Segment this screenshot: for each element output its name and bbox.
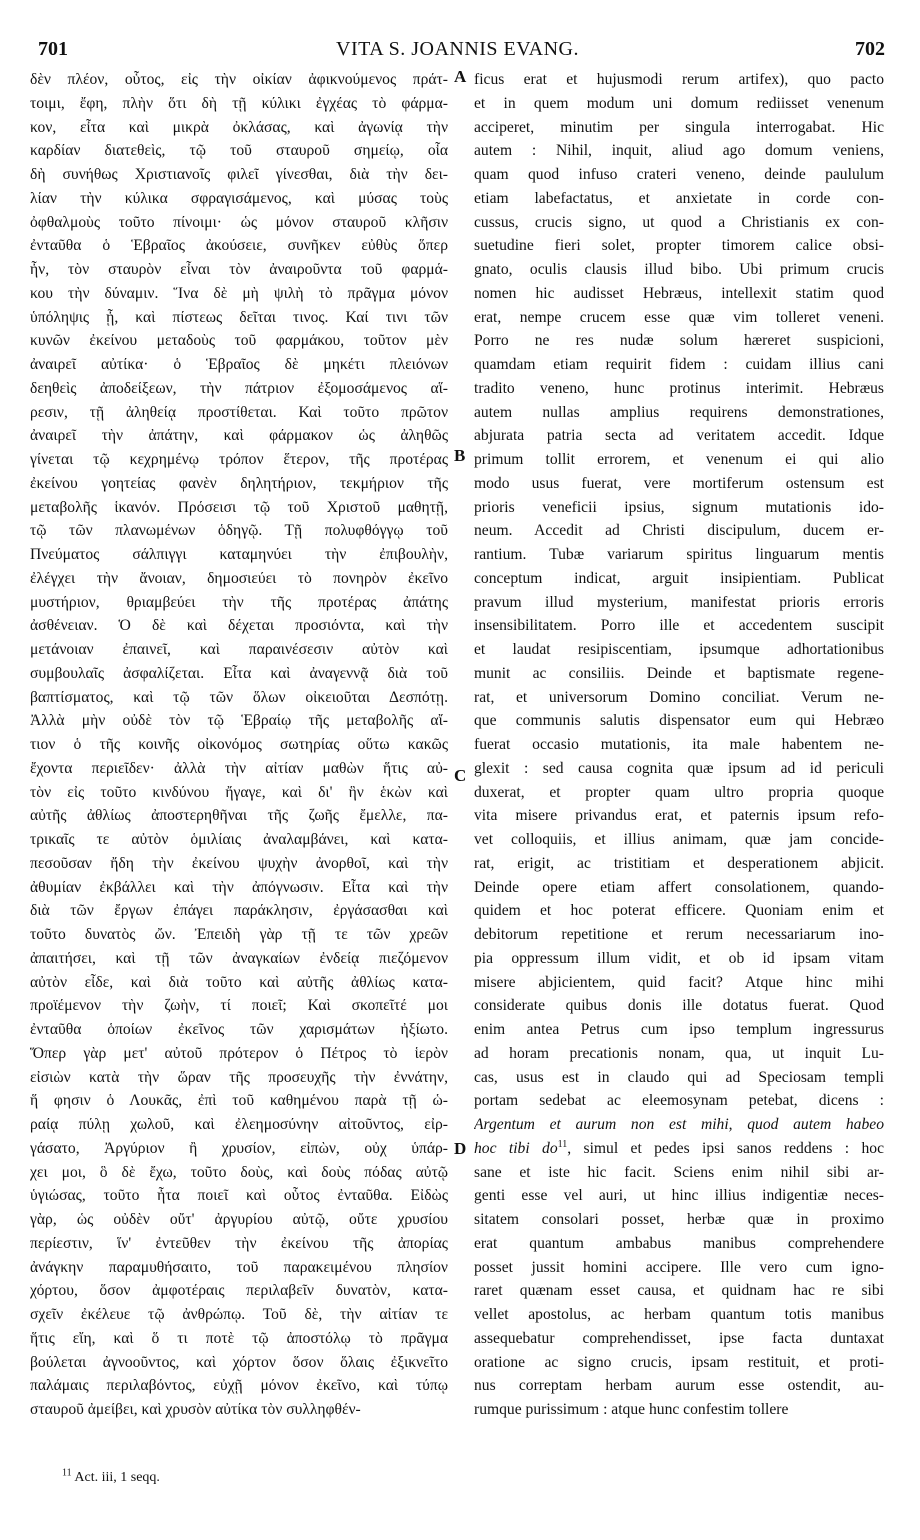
- greek-line: τὸν εἰς τοῦτο κινδύνου ἤγαγε, καὶ δι' ἣν ἑκὼν καὶ: [30, 783, 448, 801]
- latin-line: tradito veneno, hunc protinus interimit. Hebræus: [474, 379, 884, 397]
- greek-line: τρικαῖς τε αὐτὸν ὁμιλίαις ἀναλαμβάνει, καὶ κατα-: [30, 831, 448, 848]
- latin-line: modo usus fuerat, vere mortiferum ostensum est: [474, 474, 884, 492]
- greek-line: πεσοῦσαν ἤδη τὴν ἐκείνου ψυχὴν ἀνορθοῖ, καὶ τὴν: [30, 854, 448, 872]
- latin-line: gnato, oculis clausis illud bibo. Ubi primum crucis: [474, 261, 884, 278]
- greek-line: Ὅπερ γὰρ μετ' αὐτοῦ πρότερον ὁ Πέτρος τὸ ἱερὸν: [30, 1044, 448, 1062]
- latin-line: raret quænam esset causa, et quidnam hac re sibi: [474, 1282, 884, 1300]
- latin-line: vita misere privandus erat, et paternis ipsum refo-: [474, 807, 884, 825]
- greek-line: ὑγιώσας, τοῦτο ἦτα ποιεῖ καὶ οὗτος ἐνταῦθα. Εἰδὼς: [30, 1187, 448, 1205]
- greek-line: τιον ὁ τῆς κοινῆς οἰκονόμος σωτηρίας οὕτω κακῶς: [30, 736, 448, 753]
- latin-line: glexit : sed causa cognita quæ ipsum ad id periculi: [474, 759, 884, 777]
- latin-line: oratione ac signo crucis, ipsam restituit, et proti-: [474, 1353, 884, 1371]
- page-number-right: 702: [855, 38, 885, 60]
- latin-line: autem : Nihil, inquit, aliud ago domum veniens,: [474, 142, 884, 160]
- greek-line: ἀναιρεῖ τὴν ἀπάτην, καὶ φάρμακον ὡς ἀληθῶς: [30, 427, 448, 445]
- latin-line: ad horam precationis nonam, qua, ut inquit Lu-: [474, 1044, 884, 1062]
- latin-line: insensibilitatem. Porro ille et accedentem suscipit: [474, 617, 884, 635]
- greek-line: βούλεται ἀγνοοῦντος, καὶ χόρτον ὅσον ὅλαις ἐξικνεῖτο: [30, 1353, 448, 1371]
- latin-line: portam sedebat ac eleemosynam petebat, dicens :: [474, 1092, 884, 1110]
- greek-line: ὀφθαλμοὺς τοῦτο πίνοιμι· ὡς μόνον σταυροῦ κλῆσιν: [30, 213, 448, 231]
- greek-line: μεταβολῆς ἱκανόν. Πρόσεισι τῷ τοῦ Χριστοῦ μαθητῇ,: [30, 498, 448, 516]
- latin-line: rantium. Tubæ variarum spiritus linguarum mentis: [474, 546, 884, 563]
- latin-line: prioris veneficii ipsius, signum mutationis ido-: [474, 498, 884, 516]
- greek-line: ἐνταῦθα ὁποίων ἐκεῖνος τῶν χαρισμάτων ἠξίωτο.: [30, 1021, 448, 1038]
- latin-line: munit ac consiliis. Deinde et baptismate regene-: [474, 664, 884, 682]
- latin-line: ficus erat et hujusmodi rerum artifex), quo pacto: [474, 71, 884, 88]
- page-number-left: 701: [38, 38, 68, 60]
- latin-text-column: [474, 68, 884, 1422]
- latin-line: rat, et universorum Domino conciliat. Verum ne-: [474, 688, 884, 706]
- latin-line: fuerat occasio mutationis, ita male habentem ne-: [474, 736, 884, 753]
- latin-line: autem nullas amplius requirens demonstrationes,: [474, 403, 884, 421]
- latin-line: sitatem consolari posset, herbæ quæ in proximo: [474, 1211, 884, 1228]
- latin-line: considerate quibus donis ille dotatus fuerat. Quod: [474, 997, 884, 1015]
- greek-line: ἀναιρεῖ αὐτίκα· ὁ Ἑβραῖος δὲ μηκέτι πλειόνων: [30, 356, 448, 373]
- section-marker-c: C: [454, 766, 467, 785]
- greek-line: σχεῖν ἐκέλευε τῷ ἀνθρώπῳ. Τοῦ δὲ, τὴν αἰτίαν τε: [30, 1306, 448, 1323]
- greek-line: γίνεται τῷ κεχρημένῳ τρόπον ἕτερον, τῆς προτέρας: [30, 451, 448, 468]
- section-marker-d: D: [454, 1139, 467, 1158]
- greek-line: ὑπόληψις ᾖ, καὶ πίστεως δεῖται τινος. Καί τινι τῶν: [30, 308, 448, 326]
- greek-line: ἐκείνου γοητείας φανὲν δηλητήριον, τεκμήριον τῆς: [30, 474, 448, 492]
- greek-line: ἦν, τὸν σταυρὸν εἶναι τὸν ἀναιροῦντα τοῦ φαρμά-: [30, 261, 448, 278]
- latin-line: vellet apostolus, ac herbam quantum totis manibus: [474, 1306, 884, 1323]
- latin-line: cas, usus est in claudo qui ad Speciosam templi: [474, 1068, 884, 1086]
- latin-line: Argentum et aurum non est mihi, quod autem habeo: [474, 1116, 884, 1133]
- greek-line: ἀσθένειαν. Ὁ δὲ καὶ δέχεται προσιόντα, καὶ τὴν: [30, 617, 448, 635]
- greek-line: γάσατο, Ἀργύριον ἢ χρυσίον, εἰπὼν, οὐχ ὑπάρ-: [30, 1139, 448, 1157]
- latin-line: assequebatur comprehendisset, ipse facta duntaxat: [474, 1329, 884, 1347]
- footnote: [62, 1467, 160, 1486]
- latin-line: quidem et hoc poterat efficere. Quoniam enim et: [474, 902, 884, 920]
- greek-line: δὲν πλέον, οὗτος, εἰς τὴν οἰκίαν ἀφικνούμενος πράτ-: [30, 71, 448, 88]
- greek-line: ρεσιν, τῇ ἀληθείᾳ προστίθεται. Καὶ τοῦτο πρῶτον: [30, 403, 448, 421]
- latin-line: que communis salutis dispensator eum qui Hebræo: [474, 712, 884, 730]
- latin-line: misere abjicientem, quid facit? Atque hinc mihi: [474, 973, 884, 991]
- section-marker-a: A: [454, 67, 467, 86]
- greek-line: μυστήριον, θριαμβεύει τὴν τῆς προτέρας ἀπάτης: [30, 593, 448, 611]
- latin-line: pia oppressum illum vidit, et ob id ipsam vitam: [474, 949, 884, 967]
- latin-line: quamdam etiam requirit fidem : cuidam illius cani: [474, 356, 884, 373]
- greek-line: Πνεύματος σάλπιγγι καταμηνύει τὴν ἐπιβουλὴν,: [30, 546, 448, 563]
- latin-line: genti esse vel auri, ut hinc illius indigentiæ neces-: [474, 1187, 884, 1205]
- greek-line: δεηθεὶς ἀποδείξεων, τὴν πάτριον ἐξομοσάμενος αἵ-: [30, 379, 448, 397]
- latin-line: erat, nempe crucem esse quæ vim tolleret veneni.: [474, 308, 884, 326]
- greek-line: βαπτίσματος, καὶ τῷ τῶν ὅλων οἰκειοῦται Δεσπότῃ.: [30, 688, 448, 706]
- greek-line: χόρτου, ὅσον ἀμφοτέραις περιλαβεῖν δυνατὸν, κατα-: [30, 1282, 448, 1300]
- greek-line: τῷ τῶν πλανωμένων ὁδηγῷ. Τῇ πολυφθόγγῳ τοῦ: [30, 522, 448, 540]
- greek-line: αὐτῆς ἀθλίως ἀποστερηθῆναι τῆς ζωῆς ἔμελλε, πα-: [30, 807, 448, 825]
- greek-line: ἀνάγκην παραμυθήσαιτο, τοῦ παρακειμένου πλησίον: [30, 1258, 448, 1276]
- latin-line: quam quod infuso crateri veneno, deinde paululum: [474, 166, 884, 183]
- greek-line: ἐνταῦθα ὁ Ἑβραῖος ἀκούσειε, συνῆκεν εὐθὺς ὅπερ: [30, 237, 448, 255]
- latin-line: nomen hic audisset Hebræus, intellexit statim quod: [474, 284, 884, 302]
- latin-line: suetudine fieri solet, propter timorem calice obsi-: [474, 237, 884, 255]
- latin-line: rat, erigit, ac tristitiam et desperationem abjicit.: [474, 854, 884, 872]
- footnote-number: 11: [62, 1467, 72, 1479]
- greek-text-column: [30, 68, 448, 1422]
- greek-line: δὴ συνήθως Χριστιανοῖς φιλεῖ γίνεσθαι, διὰ τὴν δει-: [30, 166, 448, 183]
- latin-line: neum. Accedit ad Christi discipulum, ducem er-: [474, 522, 884, 540]
- greek-line: ἥτις εἴη, καὶ ὅ τι ποτὲ τῷ ἀποστόλῳ τὸ πρᾶγμα: [30, 1329, 448, 1347]
- greek-line: ἥ φησιν ὁ Λουκᾶς, ἐπὶ τοῦ καθημένου παρὰ τῇ ὡ-: [30, 1092, 448, 1110]
- greek-line: αὐτὸν εἶδε, καὶ διὰ τοῦτο καὶ αὐτῆς ἀθλίως κατα-: [30, 973, 448, 991]
- footnote-reference: 11: [557, 1138, 568, 1150]
- latin-line: enim antea Petrus cum ipso templum ingressurus: [474, 1021, 884, 1038]
- greek-line: παλάμαις περιλαβόντος, εὐχῇ μόνον ἐκεῖνο, καὶ τύπῳ: [30, 1377, 448, 1395]
- latin-line-text: , simul et pedes ipsi sanos reddens : hoc: [567, 1139, 884, 1157]
- latin-line: cussus, crucis signo, ut quod a Christianis ex con-: [474, 213, 884, 231]
- greek-line: ἀπαιτήσει, καὶ τῇ τῶν ἀναγκαίων ἐνδείᾳ πιεζόμενον: [30, 949, 448, 967]
- latin-line: posset jussit homini accipere. Ille vero cum igno-: [474, 1258, 884, 1276]
- greek-line: προϊέμενον τὴν ζωὴν, τί ποιεῖ; Καὶ σκοπεῖτέ μοι: [30, 997, 448, 1015]
- latin-line: abjurata patria secta ad veritatem accedit. Idque: [474, 427, 884, 445]
- greek-line: λίαν τὴν κύλικα σφραγισάμενος, καὶ μύσας τοὺς: [30, 189, 448, 207]
- latin-line: [474, 1137, 884, 1161]
- running-header: [30, 38, 885, 68]
- greek-line: κον, εἶτα καὶ μικρὰ ὀκλάσας, καὶ ἀγωνίᾳ τὴν: [30, 118, 448, 136]
- footnote-text: Act. iii, 1 seqq.: [74, 1470, 160, 1485]
- greek-line: Ἀλλὰ μὴν οὐδὲ τὸν τῷ Ἑβραίῳ τῆς μεταβολῆς αἴ-: [30, 712, 448, 730]
- latin-line: rumque purissimum : atque hunc confestim tollere: [474, 1401, 789, 1418]
- latin-line: Deinde opere etiam affert consolationem, quando-: [474, 878, 884, 896]
- greek-line: ραίᾳ πύλῃ χωλοῦ, καὶ ἐλεημοσύνην αἰτοῦντος, εἰρ-: [30, 1116, 448, 1133]
- latin-line: et in quem modum uni domum rediisset venenum: [474, 94, 884, 112]
- greek-line: μετάνοιαν ἐπαινεῖ, καὶ παραινέσεσιν αὐτὸν καὶ: [30, 641, 448, 658]
- latin-line: sane et iste hic facit. Sciens enim nihil sibi ar-: [474, 1163, 884, 1181]
- greek-line: ἐλέγχει τὴν ἄνοιαν, δημοσιεύει τὸ πονηρὸν ἐκεῖνο: [30, 569, 448, 587]
- greek-line: τοιμι, ἔφη, πλὴν ὅτι δὴ τῇ κύλικι ἐγχέας τὸ φάρμα-: [30, 94, 448, 112]
- greek-line: ἔχοντα περιεῖδεν· ἀλλὰ τὴν αἰτίαν μαθὼν ἥτις αὐ-: [30, 759, 448, 777]
- greek-line: καρδίαν διατεθεὶς, τῷ τοῦ σταυροῦ σημείῳ, οἷα: [30, 142, 448, 160]
- latin-line: duxerat, et propter quam ultro propria quoque: [474, 783, 884, 801]
- greek-line: ἀθυμίαν ἐκβάλλει καὶ τὴν ἀπόγνωσιν. Εἶτα καὶ τὴν: [30, 878, 448, 896]
- latin-line: debitorum repetitione et rerum necessariarum ino-: [474, 926, 884, 943]
- running-title: VITA S. JOANNIS EVANG.: [336, 38, 579, 60]
- greek-line: σταυροῦ ἀμείβει, καὶ χρυσὸν αὐτίκα τὸν συλληφθέν-: [30, 1401, 361, 1418]
- greek-line: τοῦτο δυνατὸς ὤν. Ἐπειδὴ γὰρ τῇ τε τῶν χρεῶν: [30, 926, 448, 943]
- section-marker-b: B: [454, 446, 466, 465]
- greek-line: συμβουλαῖς ἀσφαλίζεται. Εἶτα καὶ ἀναγεννᾷ διὰ τοῦ: [30, 664, 448, 682]
- latin-line: et laudat resipiscentiam, ipsumque adhortationibus: [474, 641, 884, 658]
- latin-line: primum tollit errorem, et venenum ei qui alio: [474, 451, 884, 468]
- latin-line: Porro ne res nudæ solum hæreret suspicioni,: [474, 332, 884, 350]
- greek-line: χει μοι, ὃ δὲ ἔχω, τοῦτο δοὺς, καὶ δοὺς πόδας αὐτῷ: [30, 1163, 448, 1181]
- latin-line: conceptum indicat, arguit insipientiam. Publicat: [474, 569, 884, 587]
- latin-line: nus correptam herbam aurum esse ostendit, au-: [474, 1377, 884, 1395]
- greek-line: γὰρ, ὡς οὐδὲν οὔτ' ἀργυρίου αὐτῷ, οὔτε χρυσίου: [30, 1211, 448, 1228]
- latin-line: pravum illud mysterium, manifestat prioris erroris: [474, 593, 884, 611]
- latin-line: vet colloquiis, et illius animam, quæ jam concide-: [474, 831, 884, 848]
- greek-line: περίεστιν, ἵν' ἐντεῦθεν τὴν ἐκείνου τῆς ἀπορίας: [30, 1234, 448, 1252]
- scripture-quote: hoc tibi do: [474, 1139, 558, 1157]
- latin-line: erat quantum ambabus manibus comprehendere: [474, 1234, 884, 1252]
- greek-line: εἰσιὼν κατὰ τὴν ὥραν τῆς προσευχῆς τὴν ἐννάτην,: [30, 1068, 448, 1086]
- greek-line: κου τὴν δύναμιν. Ἵνα δὲ μὴ ψιλὴ τὸ πρᾶγμα μόνον: [30, 284, 448, 302]
- greek-line: κυνῶν ἐκείνου μεταδοὺς τοῦ φαρμάκου, τοῦτον μὲν: [30, 332, 448, 350]
- latin-line: acciperet, minutim per singula interrogabat. Hic: [474, 118, 884, 136]
- latin-line: etiam labefactatus, et anxietate in corde con-: [474, 189, 884, 207]
- greek-line: διὰ τῶν ἔργων ἐπάγει παράκλησιν, ἐργάσασθαι καὶ: [30, 902, 448, 920]
